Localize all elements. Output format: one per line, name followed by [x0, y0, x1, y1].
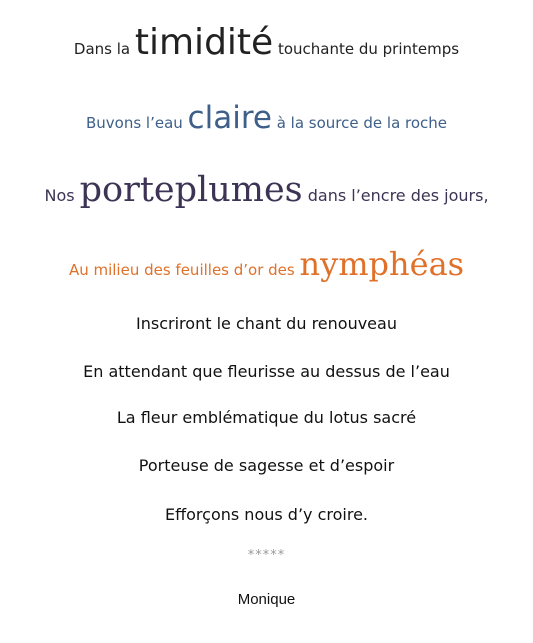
line-2-after: à la source de la roche	[271, 114, 448, 132]
poem-line-8: Porteuse de sagesse et d’espoir	[138, 456, 395, 475]
line-2-emphasis: claire	[187, 100, 272, 136]
line-2-before: Buvons l’eau	[85, 114, 188, 132]
poem-line-4	[0, 245, 533, 283]
line-4-before: Au milieu des feuilles d’or des	[68, 261, 300, 279]
line-3-after: dans l’encre des jours,	[302, 186, 489, 205]
poem-line-6: En attendant que fleurisse au dessus de l’eau	[83, 362, 450, 381]
poem-line-7: La fleur emblématique du lotus sacré	[116, 408, 417, 427]
poem-line-3	[0, 170, 533, 210]
separator-stars: *****	[247, 548, 286, 563]
line-1-emphasis: timidité	[134, 22, 274, 63]
author-signature: Monique	[237, 591, 296, 608]
poem-line-1	[0, 22, 533, 63]
line-4-emphasis: nymphéas	[299, 245, 465, 283]
line-3-before: Nos	[44, 186, 80, 205]
poem-line-5: Inscriront le chant du renouveau	[136, 314, 397, 333]
poem-line-9: Efforçons nous d’y croire.	[165, 505, 368, 524]
line-3-emphasis: porteplumes	[79, 170, 303, 210]
line-1-before: Dans la	[73, 40, 135, 58]
poem-line-2	[0, 100, 533, 136]
line-1-after: touchante du printemps	[273, 40, 460, 58]
